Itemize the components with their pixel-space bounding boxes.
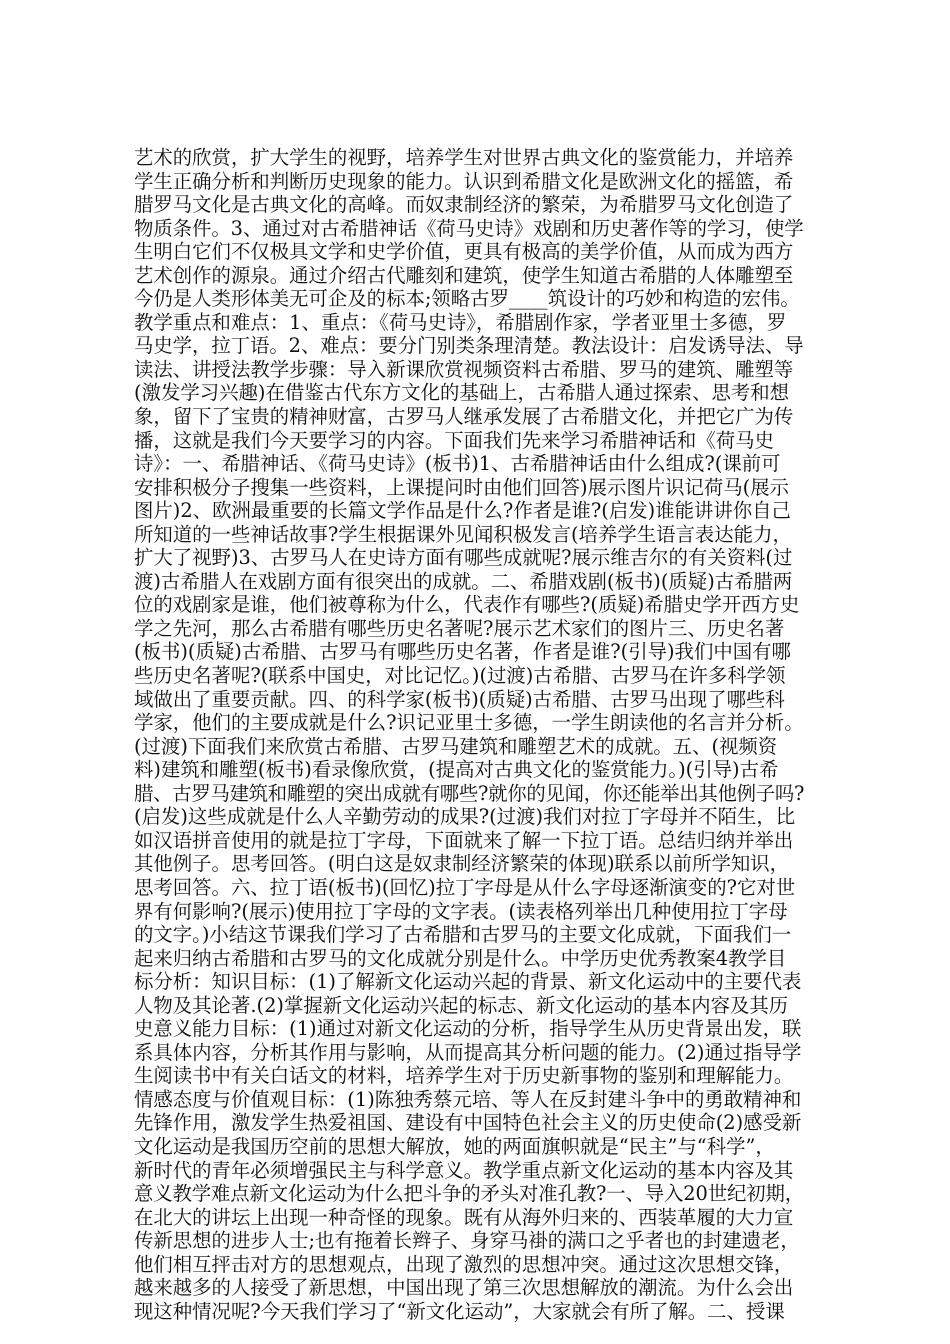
text-line: 学生正确分析和判断历史现象的能力。认识到希腊文化是欧洲文化的摇篮，希 [134,169,794,193]
body-text [134,146,804,1323]
text-line: 人物及其论著.(2)掌握新文化运动兴起的标志、新文化运动的基本内容及其历 [134,993,789,1017]
text-line: (过渡)下面我们来欣赏古希腊、古罗马建筑和雕塑艺术的成就。五、(视频资 [134,734,778,758]
text-line: 起来归纳古希腊和古罗马的文化成就分别是什么。中学历史优秀教案4教学目 [134,946,787,970]
text-line: 新时代的青年必须增强民主与科学意义。教学重点新文化运动的基本内容及其 [134,1158,794,1182]
text-line: 在北大的讲坛上出现一种奇怪的现象。既有从海外归来的、西装革履的大力宣 [134,1205,794,1229]
text-line: 艺术的欣赏，扩大学生的视野，培养学生对世界古典文化的鉴赏能力，并培养 [134,146,794,169]
text-line: 生阅读书中有关白话文的材料，培养学生对于历史新事物的鉴别和理解能力。 [134,1064,794,1088]
text-line: 情感态度与价值观目标：(1)陈独秀蔡元培、等人在反封建斗争中的勇敢精神和 [134,1087,802,1111]
text-line: 域做出了重要贡献。四、的科学家(板书)(质疑)古希腊、古罗马出现了哪些科 [134,687,785,711]
text-line: 越来越多的人接受了新思想，中国出现了第三次思想解放的潮流。为什么会出 [134,1276,794,1300]
text-line: 料)建筑和雕塑(板书)看录像欣赏，(提高对古典文化的鉴赏能力。)(引导)古希 [134,758,779,782]
text-line: 学家，他们的主要成就是什么?识记亚里士多德，一学生朗读他的名言并分析。 [134,711,804,735]
text-line: 诗》：一、希腊神话、《荷马史诗》(板书)1、古希腊神话由什么组成?(课前可 [134,452,781,476]
text-line: 现这种情况呢?今天我们学习了“新文化运动”，大家就会有所了解。二、授课 [134,1299,785,1323]
text-line: (板书)(质疑)古希腊、古罗马有哪些历史名著，作者是谁?(引导)我们中国有哪 [134,640,791,664]
text-line: 的文字。)小结这节课我们学习了古希腊和古罗马的主要文化成就，下面我们一 [134,923,792,947]
text-line: 象，留下了宝贵的精神财富，古罗马人继承发展了古希腊文化，并把它广为传 [134,405,794,429]
text-line: 播，这就是我们今天要学习的内容。下面我们先来学习希腊神话和《荷马史 [134,428,774,452]
text-line: 些历史名著呢?(联系中国史，对比记忆。)(过渡)古希腊、古罗马在许多科学领 [134,664,786,688]
text-line: 教学重点和难点：1、重点：《荷马史诗》，希腊剧作家，学者亚里士多德，罗 [134,310,787,334]
text-line: 腊、古罗马建筑和雕塑的突出成就有哪些?就你的见闻，你还能举出其他例子吗? [134,781,805,805]
text-line: 生明白它们不仅极具文学和史学价值，更具有极高的美学价值，从而成为西方 [134,240,794,264]
text-line: 位的戏剧家是谁，他们被尊称为什么，代表作有哪些?(质疑)希腊史学开西方史 [134,593,800,617]
text-line: 今仍是人类形体美无可企及的标本;领略古罗____筑设计的巧妙和构造的宏伟。 [134,287,800,311]
text-line: 先锋作用，激发学生热爱祖国、建设有中国特色社会主义的历史使命(2)感受新 [134,1111,802,1135]
text-line: 意义教学难点新文化运动为什么把斗争的矛头对准孔教?一、导入20世纪初期， [134,1182,804,1206]
text-line: 界有何影响?(展示)使用拉丁字母的文字表。(读表格列举出几种使用拉丁字母 [134,899,788,923]
text-line: 腊罗马文化是古典文化的高峰。而奴隶制经济的繁荣，为希腊罗马文化创造了 [134,193,794,217]
text-line: 标分析：知识目标：(1)了解新文化运动兴起的背景、新文化运动中的主要代表 [134,970,802,994]
text-line: 如汉语拼音使用的就是拉丁字母，下面就来了解一下拉丁语。总结归纳并举出 [134,828,794,852]
text-line: 渡)古希腊人在戏剧方面有很突出的成就。二、希腊戏剧(板书)(质疑)古希腊两 [134,569,793,593]
text-line: 物质条件。3、通过对古希腊神话《荷马史诗》戏剧和历史著作等的学习，使学 [134,216,804,240]
text-line: 图片)2、欧洲最重要的长篇文学作品是什么?作者是谁?(启发)谁能讲讲你自己 [134,499,791,523]
text-line: 安排积极分子搜集一些资料，上课提问时由他们回答)展示图片识记荷马(展示 [134,475,790,499]
text-line: 学之先河，那么古希腊有哪些历史名著呢?展示艺术家们的图片三、历史名著 [134,616,785,640]
text-line: 所知道的一些神话故事?学生根据课外见闻积极发言(培养学生语言表达能力， [134,522,792,546]
text-line: 文化运动是我国历空前的思想大解放，她的两面旗帜就是“民主”与“科学”， [134,1134,775,1158]
text-line: 传新思想的进步人士;也有拖着长辫子、身穿马褂的满口之乎者也的封建遗老， [134,1229,800,1253]
text-line: 系具体内容，分析其作用与影响，从而提高其分析问题的能力。(2)通过指导学 [134,1040,802,1064]
text-line: 艺术创作的源泉。通过介绍古代雕刻和建筑，使学生知道古希腊的人体雕塑至 [134,263,794,287]
text-line: 其他例子。思考回答。(明白这是奴隶制经济繁荣的体现)联系以前所学知识， [134,852,790,876]
text-line: 史意义能力目标：(1)通过对新文化运动的分析，指导学生从历史背景出发，联 [134,1017,802,1041]
text-line: 马史学，拉丁语。2、难点：要分门别类条理清楚。教法设计：启发诱导法、导 [134,334,804,358]
text-line: 思考回答。六、拉丁语(板书)(回忆)拉丁字母是从什么字母逐渐演变的?它对世 [134,875,796,899]
text-line: (激发学习兴趣)在借鉴古代东方文化的基础上，古希腊人通过探索、思考和想 [134,381,790,405]
text-line: 他们相互抨击对方的思想观点，出现了激烈的思想冲突。通过这次思想交锋， [134,1252,794,1276]
text-line: 扩大了视野)3、古罗马人在史诗方面有哪些成就呢?展示维吉尔的有关资料(过 [134,546,793,570]
text-line: (启发)这些成就是什么人辛勤劳动的成果?(过渡)我们对拉丁字母并不陌生，比 [134,805,796,829]
text-line: 读法、讲授法教学步骤：导入新课欣赏视频资料古希腊、罗马的建筑、雕塑等 [134,357,794,381]
